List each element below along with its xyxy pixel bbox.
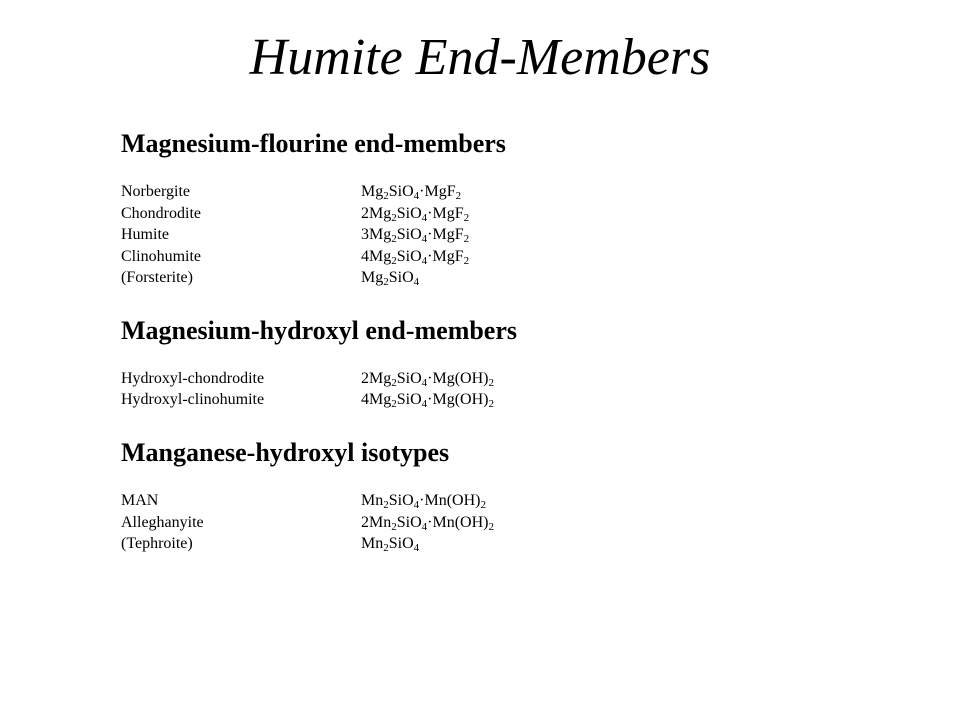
mineral-row — [121, 267, 881, 289]
formula-subscript: 2 — [480, 499, 486, 512]
mineral-name: Humite — [121, 226, 169, 244]
formula-subscript: 2 — [488, 376, 494, 389]
mineral-row — [121, 389, 881, 411]
mineral-list — [121, 368, 881, 411]
mineral-formula — [361, 490, 486, 512]
section-3 — [121, 437, 881, 555]
formula-subscript: 4 — [413, 542, 420, 555]
formula-subscript: 2 — [383, 276, 389, 289]
mineral-row — [121, 224, 881, 246]
formula-subscript: 2 — [463, 211, 470, 224]
formula-subscript: 4 — [421, 376, 428, 389]
formula-base: Mg — [361, 269, 384, 287]
formula-base: 2Mg — [361, 369, 392, 387]
mineral-row — [121, 246, 881, 268]
section-heading: Magnesium-flourine end-members — [121, 129, 506, 158]
section-heading: Magnesium-hydroxyl end-members — [121, 315, 518, 345]
mineral-list — [121, 490, 881, 555]
formula-base: Mg — [361, 183, 384, 201]
formula-base: SiO — [396, 391, 422, 409]
mineral-formula — [361, 181, 461, 203]
formula-base: SiO — [396, 247, 422, 265]
formula-base: SiO — [388, 535, 414, 553]
formula-part — [361, 514, 397, 531]
formula-part — [388, 269, 420, 289]
mineral-name: Hydroxyl-chondrodite — [121, 369, 265, 387]
mineral-formula — [361, 533, 419, 555]
formula-part — [427, 248, 469, 265]
mineral-formula — [361, 246, 469, 268]
formula-part — [388, 492, 420, 512]
formula-subscript: 2 — [391, 233, 397, 246]
formula-base: ·Mn(OH) — [419, 492, 481, 510]
formula-part — [361, 370, 397, 387]
formula-subscript: 2 — [391, 376, 397, 389]
formula-subscript: 4 — [421, 520, 428, 533]
formula-base: SiO — [388, 183, 414, 201]
formula-subscript: 2 — [391, 520, 397, 533]
section-2 — [121, 315, 881, 411]
formula-base: SiO — [388, 269, 414, 287]
formula-part — [396, 226, 428, 246]
mineral-row — [121, 181, 881, 203]
formula-part — [361, 248, 397, 265]
mineral-list — [121, 181, 881, 289]
mineral-name: (Forsterite) — [121, 269, 193, 287]
mineral-name: Alleghanyite — [121, 513, 204, 531]
formula-subscript: 4 — [421, 254, 428, 267]
formula-base: SiO — [388, 492, 414, 510]
formula-base: 4Mg — [361, 247, 392, 265]
mineral-name: Hydroxyl-clinohumite — [121, 391, 265, 409]
slide-title: Humite End-Members — [249, 29, 711, 86]
formula-base: ·MgF — [419, 183, 456, 201]
formula-subscript: 2 — [488, 398, 494, 411]
formula-subscript: 2 — [391, 211, 397, 224]
formula-part — [419, 183, 462, 203]
formula-part — [397, 370, 427, 387]
formula-subscript: 4 — [413, 276, 420, 289]
formula-part — [388, 535, 420, 555]
mineral-name: (Tephroite) — [121, 535, 193, 553]
formula-subscript: 4 — [421, 398, 428, 411]
formula-subscript: 2 — [383, 190, 389, 203]
mineral-formula — [361, 224, 469, 246]
formula-part — [361, 391, 397, 411]
section-1 — [121, 128, 881, 289]
mineral-name: Norbergite — [121, 183, 191, 201]
formula-part — [427, 391, 494, 411]
formula-base: Mn — [361, 492, 384, 510]
formula-part — [427, 514, 494, 531]
formula-part — [397, 514, 427, 531]
mineral-row — [121, 368, 881, 390]
formula-subscript: 2 — [383, 499, 389, 512]
mineral-row — [121, 512, 881, 534]
formula-part — [361, 269, 389, 289]
formula-subscript: 2 — [383, 542, 389, 555]
slide-content — [121, 128, 881, 555]
formula-part — [427, 226, 470, 246]
formula-subscript: 2 — [463, 233, 470, 246]
formula-base: SiO — [396, 204, 422, 222]
formula-subscript: 2 — [455, 190, 462, 203]
mineral-row — [121, 533, 881, 555]
mineral-name: MAN — [121, 492, 159, 510]
formula-base: 2Mg — [361, 204, 392, 222]
formula-part — [427, 370, 494, 387]
formula-part — [397, 205, 427, 222]
formula-base: SiO — [396, 226, 422, 244]
formula-base: ·MgF — [427, 247, 464, 265]
formula-part — [396, 391, 428, 411]
formula-part — [361, 183, 389, 203]
formula-subscript: 4 — [413, 190, 420, 203]
mineral-row — [121, 203, 881, 225]
formula-part — [361, 535, 389, 555]
formula-part — [388, 183, 420, 203]
formula-part — [361, 205, 397, 222]
formula-subscript: 2 — [391, 254, 397, 267]
mineral-formula — [361, 203, 469, 225]
formula-base: ·MgF — [427, 226, 464, 244]
formula-base: Mn — [361, 535, 384, 553]
section-heading: Manganese-hydroxyl isotypes — [121, 437, 450, 467]
formula-base: 3Mg — [361, 226, 392, 244]
formula-subscript: 2 — [463, 254, 470, 267]
formula-base: SiO — [396, 369, 422, 387]
mineral-formula — [361, 512, 494, 534]
formula-base: 2Mn — [361, 513, 392, 531]
formula-base: ·Mn(OH) — [427, 513, 489, 531]
mineral-formula — [361, 389, 494, 411]
formula-base: ·Mg(OH) — [427, 391, 489, 409]
mineral-name: Chondrodite — [121, 204, 201, 222]
formula-subscript: 2 — [391, 398, 397, 411]
formula-subscript: 2 — [488, 520, 494, 533]
formula-part — [427, 205, 469, 222]
mineral-row — [121, 490, 881, 512]
formula-base: ·MgF — [427, 204, 464, 222]
formula-subscript: 4 — [421, 211, 428, 224]
mineral-formula — [361, 267, 419, 289]
formula-part — [419, 492, 486, 512]
mineral-name: Clinohumite — [121, 247, 201, 265]
formula-subscript: 4 — [413, 499, 420, 512]
formula-part — [361, 492, 389, 512]
formula-base: SiO — [396, 513, 422, 531]
formula-part — [361, 226, 397, 246]
formula-part — [397, 248, 427, 265]
formula-subscript: 4 — [421, 233, 428, 246]
formula-base: ·Mg(OH) — [427, 369, 489, 387]
mineral-formula — [361, 368, 494, 390]
formula-base: 4Mg — [361, 391, 392, 409]
